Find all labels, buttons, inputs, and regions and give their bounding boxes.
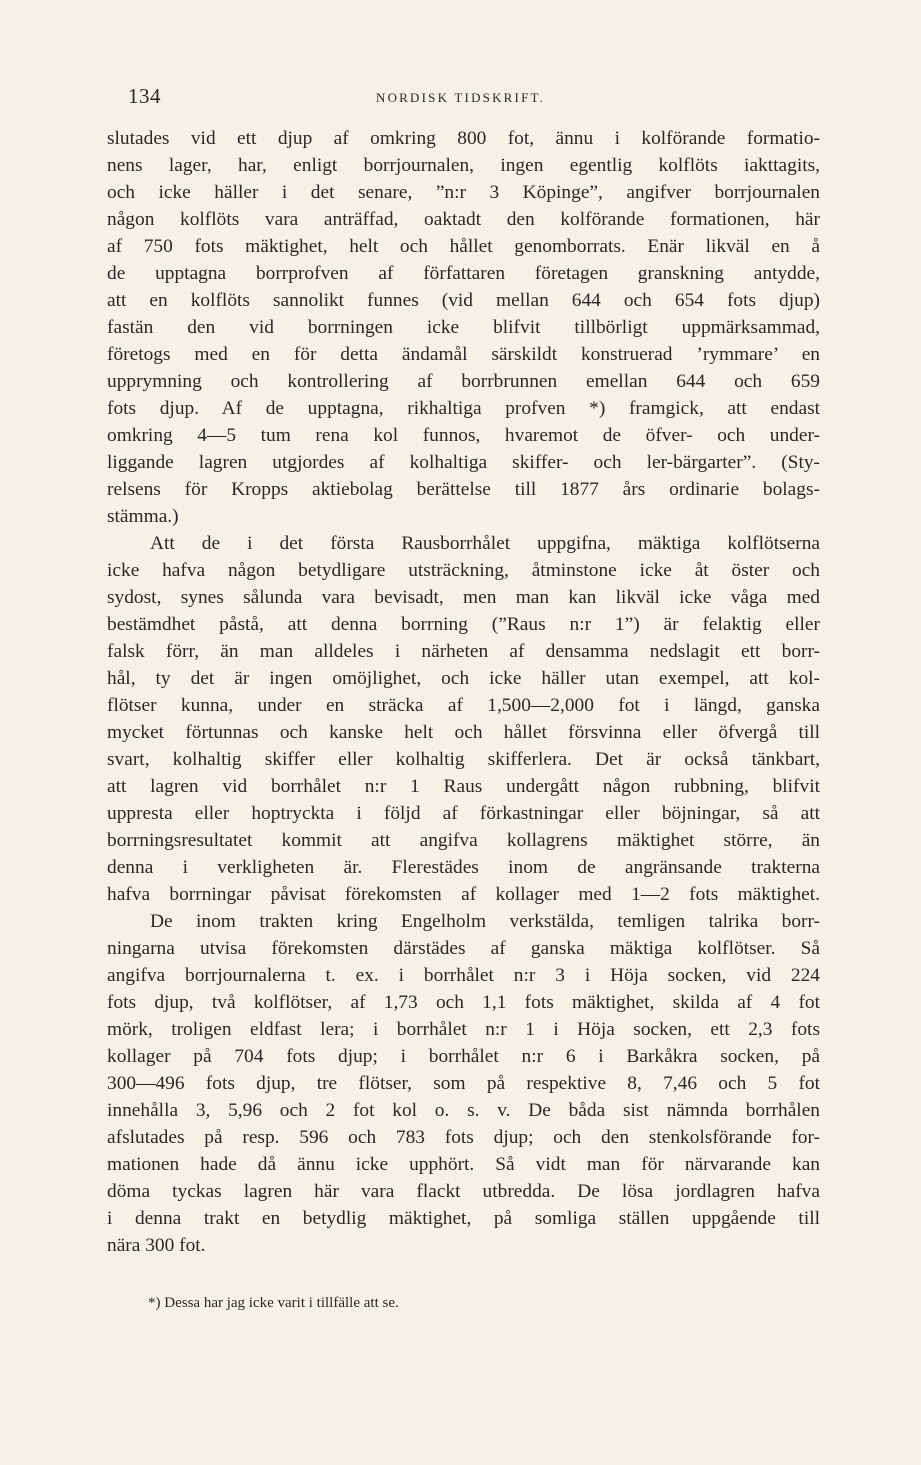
text-line: flötser kunna, under en sträcka af 1,500—2,000 fot i längd, ganska	[107, 695, 820, 716]
text-line: att lagren vid borrhålet n:r 1 Raus undergått någon rubbning, blifvit	[107, 776, 820, 797]
text-line: döma tyckas lagren här vara flackt utbredda. De lösa jordlagren hafva	[107, 1181, 820, 1202]
text-line: fots djup, två kolflötser, af 1,73 och 1,1 fots mäktighet, skilda af 4 fot	[107, 992, 820, 1013]
text-line: fots djup. Af de upptagna, rikhaltiga profven *) framgick, att endast	[107, 398, 820, 419]
paragraph	[107, 908, 820, 1259]
text-line: fastän den vid borrningen icke blifvit tillbörligt uppmärksammad,	[107, 317, 820, 338]
text-line: och icke häller i det senare, ”n:r 3 Köpinge”, angifver borrjournalen	[107, 182, 820, 203]
body-text	[107, 125, 820, 1259]
text-line: borrningsresultatet kommit att angifva kollagrens mäktighet större, än	[107, 830, 820, 851]
text-line: relsens för Kropps aktiebolag berättelse till 1877 års ordinarie bolags-	[107, 479, 820, 500]
text-line: icke hafva någon betydligare utsträckning, åtminstone icke åt öster och	[107, 560, 820, 581]
text-line: nära 300 fot.	[107, 1235, 206, 1256]
text-line: slutades vid ett djup af omkring 800 fot, ännu i kolförande formatio-	[107, 128, 820, 149]
text-line: i denna trakt en betydlig mäktighet, på somliga ställen uppgående till	[107, 1208, 820, 1229]
text-line: någon kolflöts vara anträffad, oaktadt den kolförande formationen, här	[107, 209, 820, 230]
text-line: hål, ty det är ingen omöjlighet, och icke häller utan exempel, att kol-	[107, 668, 820, 689]
text-line: mationen hade då ännu icke upphört. Så vidt man för närvarande kan	[107, 1154, 820, 1175]
text-line: mycket förtunnas och kanske helt och hållet försvinna eller öfvergå till	[107, 722, 820, 743]
text-line: af 750 fots mäktighet, helt och hållet genomborrats. Enär likväl en å	[107, 236, 820, 257]
text-line: falsk förr, än man alldeles i närheten af densamma nedslagit ett borr-	[107, 641, 820, 662]
footnote: *) Dessa har jag icke varit i tillfälle att se.	[148, 1295, 399, 1311]
text-line: denna i verkligheten är. Flerestädes inom de angränsande trakterna	[107, 857, 820, 878]
paragraph	[107, 530, 820, 908]
text-line: sydost, synes sålunda vara bevisadt, men man kan likväl icke våga med	[107, 587, 820, 608]
text-line: ningarna utvisa förekomsten därstädes af ganska mäktiga kolflötser. Så	[107, 938, 820, 959]
page-number: 134	[128, 84, 161, 108]
text-line: nens lager, har, enligt borrjournalen, ingen egentlig kolflöts iakttagits,	[107, 155, 820, 176]
text-line: de upptagna borrprofven af författaren företagen granskning antydde,	[107, 263, 820, 284]
text-line: stämma.)	[107, 506, 179, 527]
text-line: bestämdhet påstå, att denna borrning (”Raus n:r 1”) är felaktig eller	[107, 614, 820, 635]
text-line: mörk, troligen eldfast lera; i borrhålet n:r 1 i Höja socken, ett 2,3 fots	[107, 1019, 820, 1040]
text-line: Att de i det första Rausborrhålet uppgifna, mäktiga kolflötserna	[150, 533, 820, 554]
text-line: upprymning och kontrollering af borrbrunnen emellan 644 och 659	[107, 371, 820, 392]
text-line: 300—496 fots djup, tre flötser, som på respektive 8, 7,46 och 5 fot	[107, 1073, 820, 1094]
page-header	[128, 84, 818, 114]
text-line: liggande lagren utgjordes af kolhaltiga skiffer- och ler-bärgarter”. (Sty-	[107, 452, 820, 473]
text-line: uppresta eller hoptryckta i följd af förkastningar eller böjningar, så att	[107, 803, 820, 824]
text-line: De inom trakten kring Engelholm verkstälda, temligen talrika borr-	[150, 911, 820, 932]
text-line: afslutades på resp. 596 och 783 fots djup; och den stenkolsförande for-	[107, 1127, 820, 1148]
text-line: angifva borrjournalerna t. ex. i borrhålet n:r 3 i Höja socken, vid 224	[107, 965, 820, 986]
text-line: omkring 4—5 tum rena kol funnos, hvaremot de öfver- och under-	[107, 425, 820, 446]
text-line: kollager på 704 fots djup; i borrhålet n:r 6 i Barkåkra socken, på	[107, 1046, 820, 1067]
text-line: innehålla 3, 5,96 och 2 fot kol o. s. v. De båda sist nämnda borrhålen	[107, 1100, 820, 1121]
running-title: NORDISK TIDSKRIFT.	[376, 90, 546, 105]
text-line: företogs med en för detta ändamål särskildt konstruerad ’rymmare’ en	[107, 344, 820, 365]
text-line: att en kolflöts sannolikt funnes (vid mellan 644 och 654 fots djup)	[107, 290, 820, 311]
paragraph	[107, 125, 820, 530]
text-line: hafva borrningar påvisat förekomsten af kollager med 1—2 fots mäktighet.	[107, 884, 820, 905]
text-line: svart, kolhaltig skiffer eller kolhaltig skifferlera. Det är också tänkbart,	[107, 749, 820, 770]
